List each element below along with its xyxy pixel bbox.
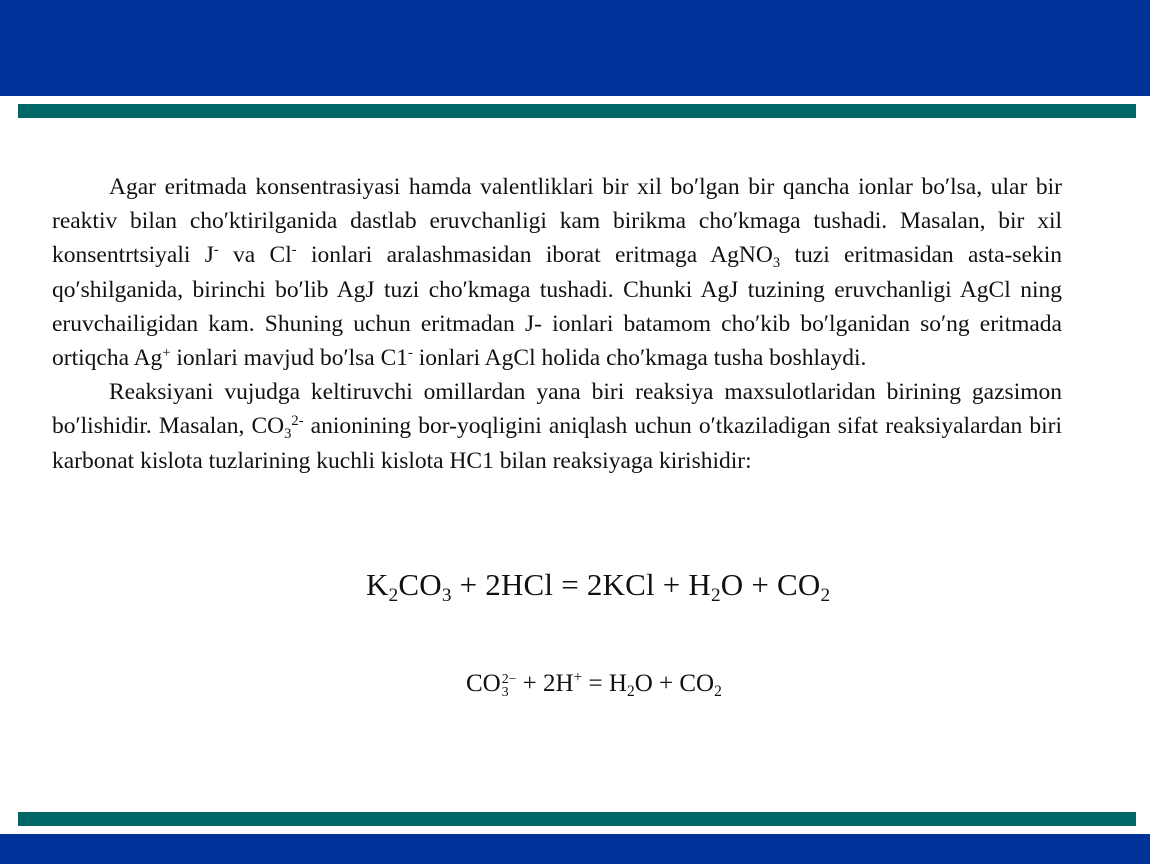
paragraph-2: Reaksiyani vujudga keltiruvchi omillardan yana biri reaksiya maxsulotlaridan birining gazsimon bo′lishidir. Masalan, $CO_3^{2-}$ anionining bor-yoqligini aniqlash uchun o′tkaziladigan sifat reaksiyalardan biri karbonat kislota tuzlarining kuchli kislota HC1 bilan reaksiyaga kirishidir: — [52, 379, 1063, 474]
slide-text-body — [52, 170, 1062, 478]
equation-ionic: CO 2− 3 + $2H^+ = H_2O + CO_2$ — [466, 669, 722, 700]
footer-band — [0, 834, 1150, 864]
header-accent-stripe — [18, 104, 1136, 118]
paragraph-1: Agar eritmada konsentrasiyasi hamda valentliklari bir xil bo′lgan bir qancha ionlar bo′lsa, ular bir reaktiv bilan cho′ktirilganida dastlab eruvchanligi kam birikma cho′kmaga tushadi. Masalan, bir xil konsentrtsiyali J- va Cl- ionlari aralashmasidan iborat eritmaga AgNO$_3$ tuzi eritmasidan asta-sekin qo′shilganida, birinchi bo′lib AgJ tuzi cho′kmaga tushadi. Chunki AgJ tuzining eruvchanligi AgCl ning eruvchailigidan kam. Shuning uchun eritmadan J- ionlari batamom cho′kib bo′lganidan so′ng eritmada ortiqcha Ag+ ionlari mavjud bo′lsa C1- ionlari AgCl holida cho′kmaga tusha boshlaydi. — [52, 174, 1062, 372]
carbonate-charge-index: 2− 3 — [501, 671, 517, 699]
footer-accent-stripe — [18, 812, 1136, 826]
header-band — [0, 0, 1150, 96]
equation-molecular: $K_2CO_3 + 2HCl = 2KCl + H_2O + CO_2$ — [366, 567, 831, 606]
